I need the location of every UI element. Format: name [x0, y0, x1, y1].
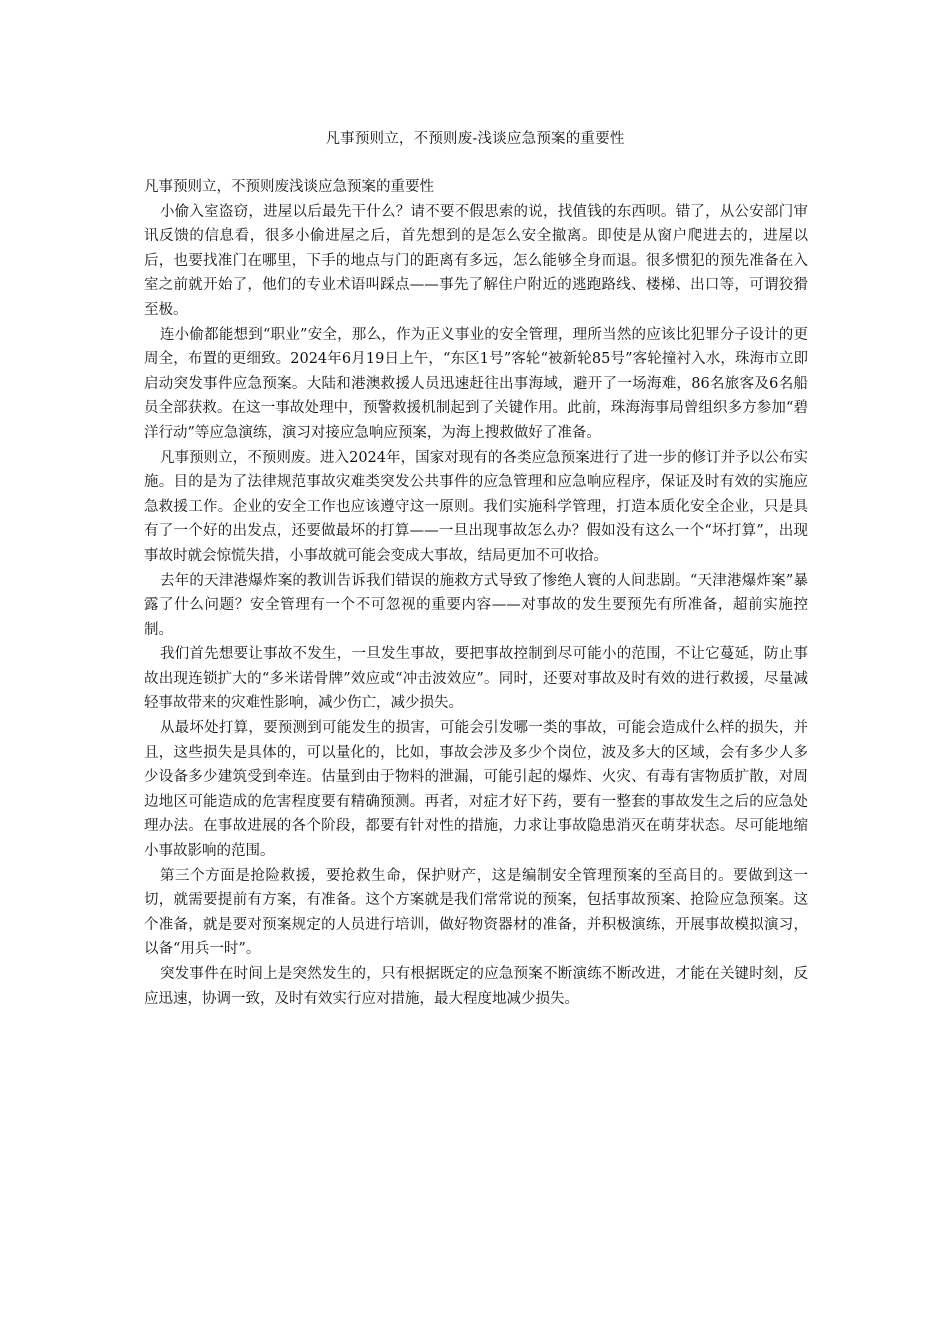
- paragraph-2: 连小偷都能想到“职业”安全，那么，作为正义事业的安全管理，理所当然的应该比犯罪分子设计的更周全，布置的更细致。2024年6月19日上午，“东区1号”客轮“被新轮85号”客轮撞衬入水，珠海市立即启动突发事件应急预案。大陆和港澳救援人员迅速赶往出事海域，避开了一场海难，86名旅客及6名船员全部获救。在这一事故处理中，预警救援机制起到了关键作用。此前，珠海海事局曾组织多方参加“碧洋行动”等应急演练，演习对接应急响应预案，为海上搜救做好了准备。: [144, 326, 808, 441]
- paragraph-4: 去年的天津港爆炸案的教训告诉我们错误的施救方式导致了惨绝人寰的人间悲剧。“天津港爆炸案”暴露了什么问题？安全管理有一个不可忽视的重要内容——对事故的发生要预先有所准备，超前实施控制。: [144, 572, 808, 638]
- document-body: [144, 175, 808, 1011]
- paragraph-3: 凡事预则立，不预则废。进入2024年，国家对现有的各类应急预案进行了进一步的修订并予以公布实施。目的是为了法律规范事故灾难类突发公共事件的应急管理和应急响应程序，保证及时有效的实施应急救援工作。企业的安全工作也应该遵守这一原则。我们实施科学管理，打造本质化安全企业，只是具有了一个好的出发点，还要做最坏的打算——一旦出现事故怎么办？假如没有这么一个“坏打算”，出现事故时就会惊慌失措，小事故就可能会变成大事故，结局更加不可收拾。: [144, 449, 808, 564]
- paragraph-7: 第三个方面是抢险救援，要抢救生命，保护财产，这是编制安全管理预案的至高目的。要做到这一切，就需要提前有方案，有准备。这个方案就是我们常常说的预案，包括事故预案、抢险应急预案。这个准备，就是要对预案规定的人员进行培训，做好物资器材的准备，并积极演练，开展事故模拟演习，以备“用兵一时”。: [144, 867, 808, 958]
- document-title: 凡事预则立，不预则废-浅谈应急预案的重要性: [325, 131, 625, 147]
- paragraph-5: 我们首先想要让事故不发生，一旦发生事故，要把事故控制到尽可能小的范围，不让它蔓延，防止事故出现连锁扩大的“多米诺骨牌”效应或“冲击波效应”。同时，还要对事故及时有效的进行救援，尽量减轻事故带来的灾难性影响，减少伤亡，减少损失。: [144, 646, 808, 712]
- paragraph-1: 小偷入室盗窃，进屋以后最先干什么？请不要不假思索的说，找值钱的东西呗。错了，从公安部门审讯反馈的信息看，很多小偷进屋之后，首先想到的是怎么安全撤离。即使是从窗户爬进去的，进屋以后，也要找准门在哪里，下手的地点与门的距离有多远，怎么能够全身而退。很多惯犯的预先准备在入室之前就开始了，他们的专业术语叫踩点——事先了解住户附近的逃跑路线、楼梯、出口等，可谓狡猾至极。: [144, 203, 808, 318]
- paragraph-8: 突发事件在时间上是突然发生的，只有根据既定的应急预案不断演练不断改进，才能在关键时刻，反应迅速，协调一致，及时有效实行应对措施，最大程度地减少损失。: [144, 966, 808, 1007]
- document-subtitle: 凡事预则立，不预则废浅谈应急预案的重要性: [144, 179, 434, 195]
- paragraph-6: 从最坏处打算，要预测到可能发生的损害，可能会引发哪一类的事故，可能会造成什么样的损失，并且，这些损失是具体的，可以量化的，比如，事故会涉及多少个岗位，波及多大的区域，会有多少人多少设备多少建筑受到牵连。估量到由于物料的泄漏，可能引起的爆炸、火灾、有毒有害物质扩散，对周边地区可能造成的危害程度要有精确预测。再者，对症才好下药，要有一整套的事故发生之后的应急处理办法。在事故进展的各个阶段，都要有针对性的措施，力求让事故隐患消灭在萌芽状态。尽可能地缩小事故影响的范围。: [144, 720, 808, 860]
